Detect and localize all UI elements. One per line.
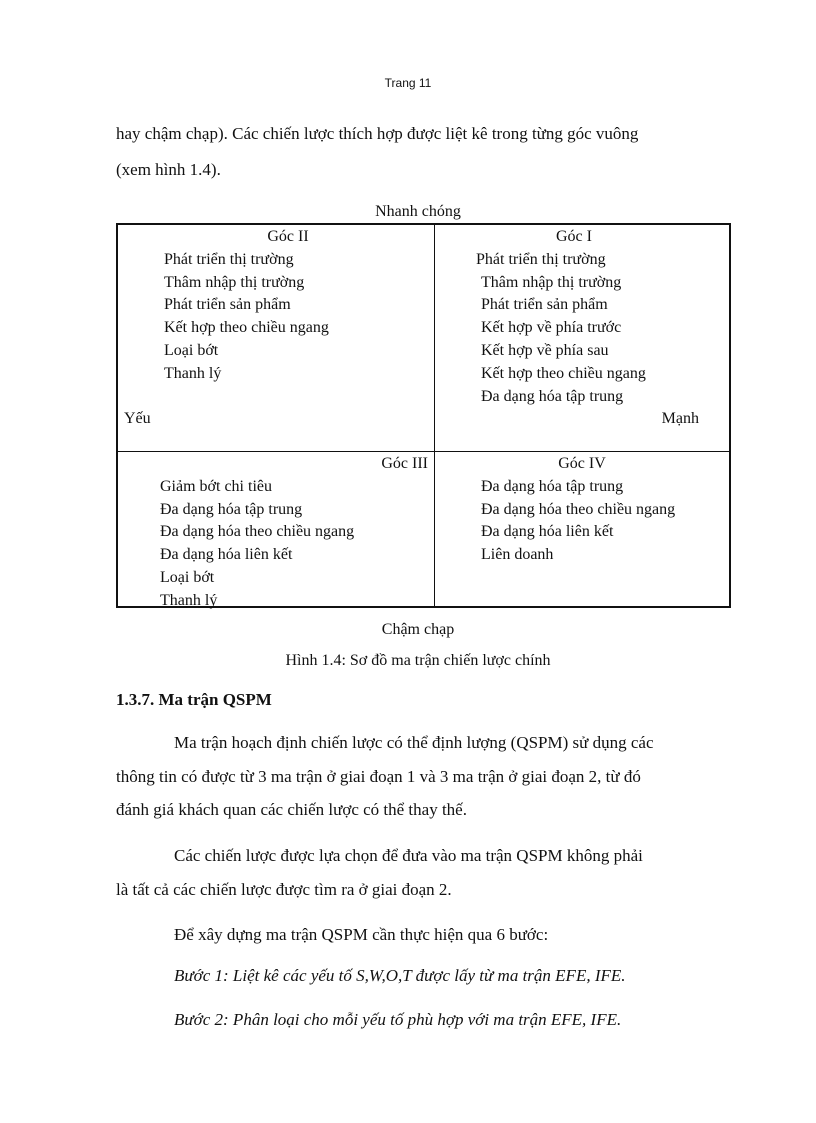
list-item: Phát triển sản phẩm bbox=[481, 296, 608, 314]
strategy-matrix bbox=[116, 223, 731, 608]
quadrant-3-title: Góc III bbox=[381, 455, 428, 472]
list-item: Đa dạng hóa liên kết bbox=[160, 546, 293, 564]
matrix-horizontal-divider bbox=[118, 451, 729, 452]
quadrant-4 bbox=[481, 453, 721, 567]
matrix-vertical-divider bbox=[434, 225, 435, 606]
figure-caption: Hình 1.4: Sơ đồ ma trận chiến lược chính bbox=[285, 652, 551, 669]
list-item: Thanh lý bbox=[160, 591, 218, 609]
list-item: Thâm nhập thị trường bbox=[481, 273, 622, 291]
list-item: Kết hợp về phía trước bbox=[481, 319, 622, 337]
list-item: Đa dạng hóa liên kết bbox=[481, 523, 614, 541]
list-item: Thâm nhập thị trường bbox=[164, 273, 305, 291]
page-header: Trang 11 bbox=[384, 76, 432, 90]
paragraph-1-line-1: Ma trận hoạch định chiến lược có thể định lượng (QSPM) sử dụng các bbox=[174, 733, 654, 752]
intro-line-1: hay chậm chạp). Các chiến lược thích hợp được liệt kê trong từng góc vuông bbox=[116, 124, 639, 143]
quadrant-1 bbox=[476, 226, 706, 408]
list-item: Đa dạng hóa theo chiều ngang bbox=[481, 500, 676, 518]
list-item: Phát triển sản phẩm bbox=[164, 296, 291, 314]
list-item: Đa dạng hóa theo chiều ngang bbox=[160, 523, 355, 541]
list-item: Liên doanh bbox=[481, 546, 554, 564]
list-item: Phát triển thị trường bbox=[476, 250, 606, 268]
quadrant-1-title: Góc I bbox=[556, 228, 592, 245]
paragraph-3: Để xây dựng ma trận QSPM cần thực hiện qua 6 bước: bbox=[174, 925, 549, 944]
list-item: Kết hợp theo chiều ngang bbox=[164, 319, 329, 337]
paragraph-2-line-2: là tất cả các chiến lược được tìm ra ở giai đoạn 2. bbox=[116, 880, 452, 899]
quadrant-4-title: Góc IV bbox=[558, 455, 606, 472]
quadrant-2-title: Góc II bbox=[267, 228, 309, 245]
matrix-right-label: Mạnh bbox=[661, 410, 699, 427]
list-item: Đa dạng hóa tập trung bbox=[481, 477, 624, 495]
list-item: Kết hợp về phía sau bbox=[481, 341, 609, 359]
step-2: Bước 2: Phân loại cho mỗi yếu tố phù hợp với ma trận EFE, IFE. bbox=[174, 1010, 622, 1029]
list-item: Đa dạng hóa tập trung bbox=[481, 387, 624, 405]
list-item: Kết hợp theo chiều ngang bbox=[481, 364, 646, 382]
list-item: Giảm bớt chi tiêu bbox=[160, 477, 272, 495]
intro-line-2: (xem hình 1.4). bbox=[116, 160, 221, 179]
list-item: Loại bớt bbox=[164, 341, 219, 359]
section-heading: 1.3.7. Ma trận QSPM bbox=[116, 690, 272, 709]
quadrant-3 bbox=[160, 453, 428, 613]
paragraph-1-line-3: đánh giá khách quan các chiến lược có thể thay thế. bbox=[116, 800, 467, 819]
quadrant-2 bbox=[164, 226, 384, 386]
matrix-top-label: Nhanh chóng bbox=[375, 203, 461, 220]
list-item: Đa dạng hóa tập trung bbox=[160, 500, 303, 518]
list-item: Phát triển thị trường bbox=[164, 250, 294, 268]
paragraph-2-line-1: Các chiến lược được lựa chọn để đưa vào ma trận QSPM không phải bbox=[174, 846, 643, 865]
list-item: Thanh lý bbox=[164, 364, 222, 382]
matrix-bottom-label: Chậm chạp bbox=[381, 621, 455, 638]
matrix-left-label: Yếu bbox=[124, 410, 151, 427]
list-item: Loại bớt bbox=[160, 568, 215, 586]
step-1: Bước 1: Liệt kê các yếu tố S,W,O,T được lấy từ ma trận EFE, IFE. bbox=[174, 966, 626, 985]
paragraph-1-line-2: thông tin có được từ 3 ma trận ở giai đoạn 1 và 3 ma trận ở giai đoạn 2, từ đó bbox=[116, 767, 641, 786]
